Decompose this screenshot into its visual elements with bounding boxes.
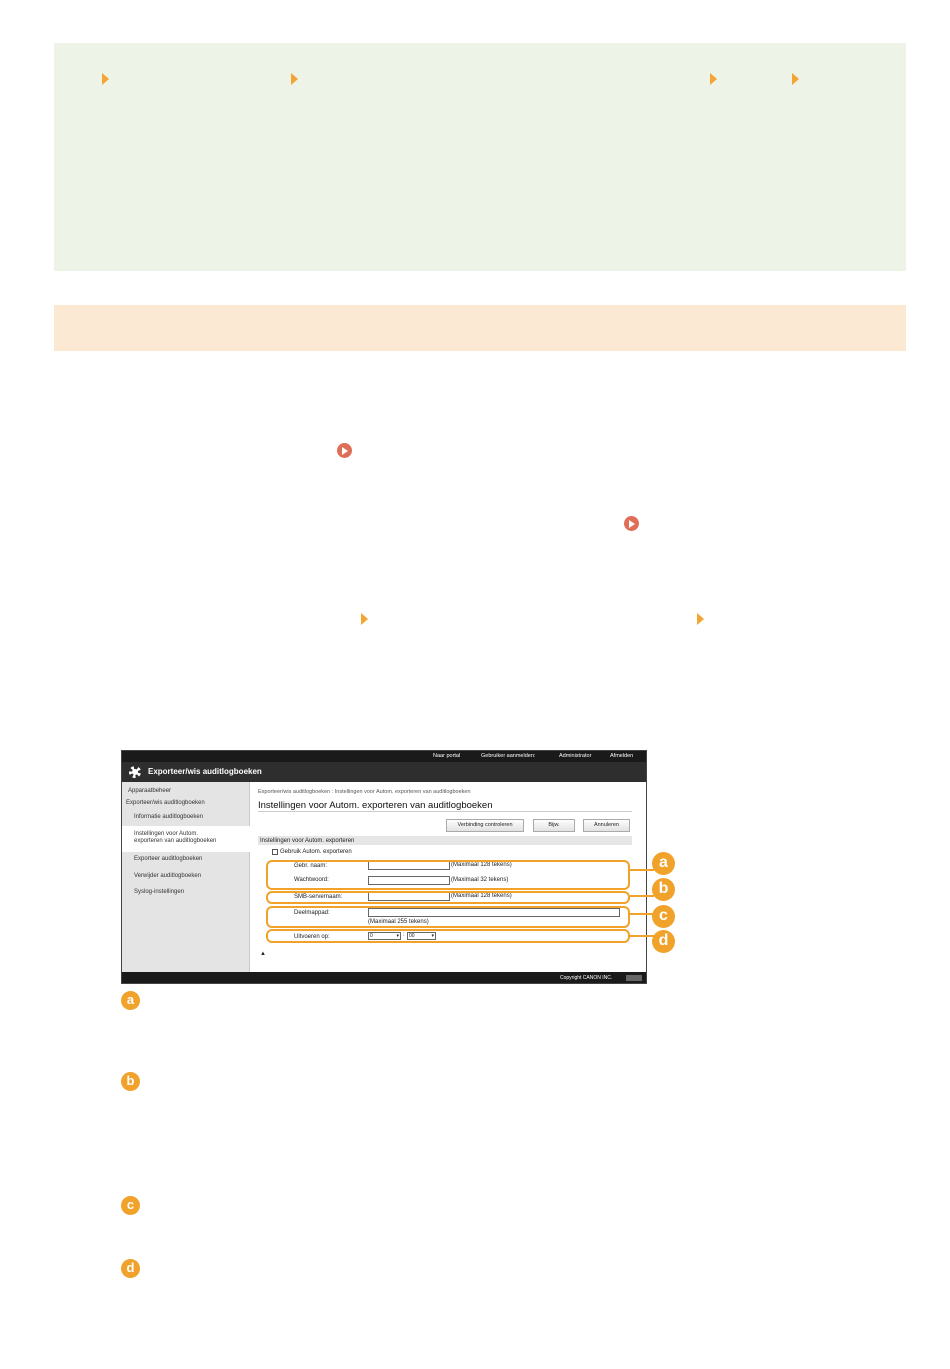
auto-export-label: Gebruik Autom. exporteren xyxy=(280,849,352,855)
link-arrow-icon[interactable] xyxy=(337,443,352,458)
hour-value: 0 xyxy=(370,933,373,939)
item-badge-d: d xyxy=(121,1259,140,1278)
sidebar-item-export[interactable]: Exporteer auditlogboeken xyxy=(134,856,203,862)
username-label: Gebr. naam: xyxy=(294,863,328,869)
sidebar xyxy=(122,782,250,972)
callout-c-box xyxy=(266,906,630,928)
arrow-icon xyxy=(291,73,298,85)
run-at-label: Uitvoeren op: xyxy=(294,934,330,940)
sidebar-item-auto-export-2[interactable]: exporteren van auditlogboeken xyxy=(134,838,217,844)
sidebar-section-title: Exporteer/wis auditlogboeken xyxy=(126,800,205,806)
section-heading-bar xyxy=(54,305,906,351)
arrow-icon xyxy=(792,73,799,85)
callout-b-leader xyxy=(630,895,654,897)
callout-b-box xyxy=(266,891,630,904)
share-path-hint: (Maximaal 255 tekens) xyxy=(368,919,429,925)
password-hint: (Maximaal 32 tekens) xyxy=(451,877,509,883)
time-separator: : xyxy=(403,932,405,938)
arrow-icon xyxy=(361,613,368,625)
sidebar-home[interactable]: Apparaatbeheer xyxy=(128,788,172,794)
sidebar-item-syslog[interactable]: Syslog-instellingen xyxy=(134,889,185,895)
copyright: Copyright CANON INC. xyxy=(560,975,613,981)
item-badge-b: b xyxy=(121,1072,140,1091)
user-label: Gebruiker aanmelden: xyxy=(481,753,536,759)
badge-c: c xyxy=(652,905,675,928)
callout-a-leader xyxy=(630,869,654,871)
cancel-button[interactable]: Annuleren xyxy=(583,819,630,832)
top-link[interactable]: ▲ xyxy=(260,951,266,957)
portal-link[interactable]: Naar portal xyxy=(433,753,461,759)
sidebar-item-auto-export[interactable]: Instellingen voor Autom. xyxy=(134,831,199,837)
gear-icon xyxy=(129,766,141,778)
callout-a-box xyxy=(266,860,630,890)
update-button[interactable]: Bijw. xyxy=(533,819,575,832)
user-name: Administrator xyxy=(559,753,592,759)
logout-link[interactable]: Afmelden xyxy=(610,753,634,759)
footer xyxy=(122,972,646,984)
section-title: Instellingen voor Autom. exporteren xyxy=(260,838,355,844)
item-badge-a: a xyxy=(121,991,140,1010)
badge-b: b xyxy=(652,878,675,901)
window-title: Exporteer/wis auditlogboeken xyxy=(148,767,262,776)
smb-server-label: SMB-servernaam: xyxy=(294,894,343,900)
badge-d: d xyxy=(652,930,675,953)
check-connection-button[interactable]: Verbinding controleren xyxy=(446,819,524,832)
username-hint: (Maximaal 128 tekens) xyxy=(451,862,512,868)
arrow-icon xyxy=(102,73,109,85)
badge-a: a xyxy=(652,852,675,875)
note-box xyxy=(54,43,906,271)
share-path-label: Deelmappad: xyxy=(294,910,330,916)
item-badge-c: c xyxy=(121,1196,140,1215)
callout-c-leader xyxy=(630,913,654,915)
minute-value: 00 xyxy=(409,933,415,939)
chevron-down-icon: ▾ xyxy=(396,933,399,939)
password-label: Wachtwoord: xyxy=(294,877,329,883)
callout-d-leader xyxy=(630,935,654,937)
arrow-icon xyxy=(697,613,704,625)
sidebar-item-info[interactable]: Informatie auditlogboeken xyxy=(134,814,204,820)
breadcrumb: Exporteer/wis auditlogboeken : Instellingen voor Autom. exporteren van auditlogboeken xyxy=(258,789,471,795)
page-title: Instellingen voor Autom. exporteren van auditlogboeken xyxy=(258,800,493,811)
arrow-icon xyxy=(710,73,717,85)
link-arrow-icon[interactable] xyxy=(624,516,639,531)
smb-server-hint: (Maximaal 128 tekens) xyxy=(451,893,512,899)
window-title-bar xyxy=(122,762,646,782)
auto-export-checkbox[interactable] xyxy=(272,849,278,855)
title-divider xyxy=(258,811,632,812)
sidebar-item-delete[interactable]: Verwijder auditlogboeken xyxy=(134,873,202,879)
chevron-down-icon: ▾ xyxy=(431,933,434,939)
top-bar xyxy=(122,751,646,762)
callout-d-box xyxy=(266,929,630,943)
footer-decoration xyxy=(626,975,642,981)
